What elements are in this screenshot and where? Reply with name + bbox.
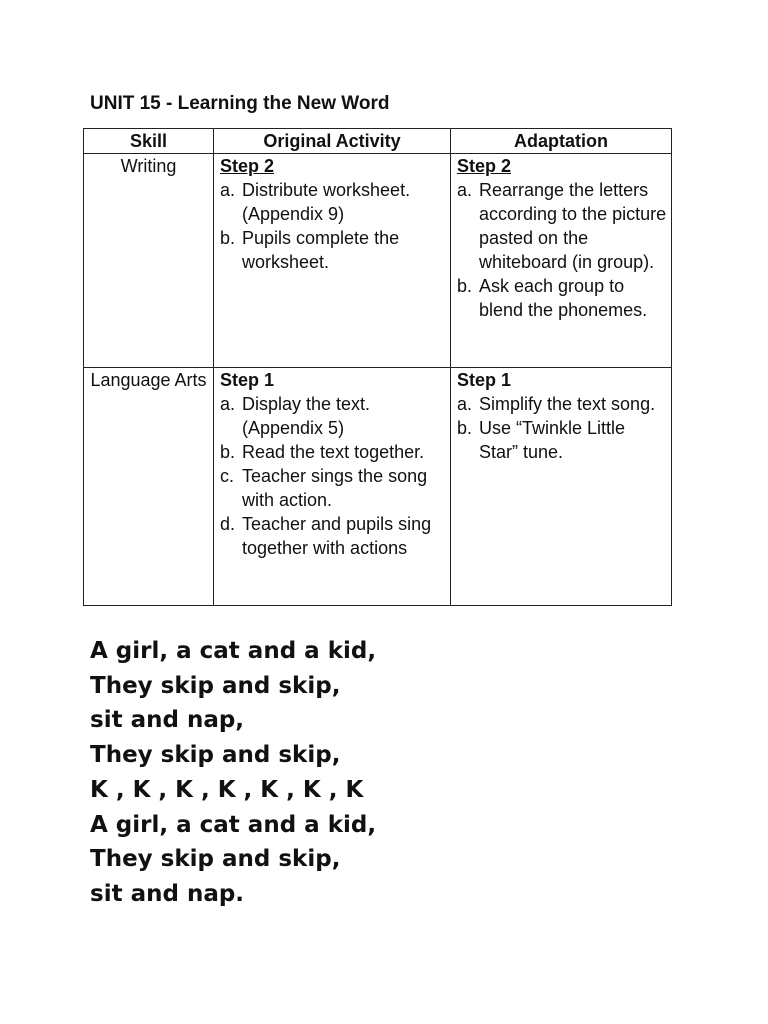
- song-line: A girl, a cat and a kid,: [90, 811, 377, 838]
- list-item-text: Teacher and pupils sing together with actions: [242, 514, 432, 558]
- list-item: [455, 178, 667, 274]
- original-activity-cell: [214, 368, 451, 606]
- step-list: [218, 392, 446, 560]
- list-marker: a.: [457, 394, 473, 414]
- step-list: [455, 178, 667, 322]
- page-title: UNIT 15 - Learning the New Word: [90, 93, 390, 114]
- song-line: sit and nap,: [90, 707, 245, 734]
- list-item: [218, 440, 446, 464]
- list-item-text: Use “Twinkle Little Star” tune.: [479, 418, 626, 462]
- list-item-text: Distribute worksheet. (Appendix 9): [242, 180, 411, 224]
- list-marker: c.: [220, 466, 235, 486]
- song-line: A girl, a cat and a kid,: [90, 638, 377, 664]
- step-label: Step 2: [457, 156, 512, 176]
- list-item: [218, 392, 446, 440]
- list-marker: a.: [220, 394, 236, 414]
- table-row-writing: [84, 154, 672, 368]
- skill-cell: Writing: [84, 154, 214, 368]
- list-item-text: Rearrange the letters according to the picture pasted on the whiteboard (in group).: [479, 180, 667, 272]
- list-item: [218, 464, 446, 512]
- skill-cell: Language Arts: [84, 368, 214, 606]
- song-line: K , K , K , K , K , K , K: [90, 776, 364, 803]
- list-marker: b.: [220, 228, 236, 248]
- table-header-row: [84, 129, 672, 154]
- step-list: [218, 178, 446, 274]
- original-activity-cell: [214, 154, 451, 368]
- adaptation-cell: [451, 154, 672, 368]
- header-original-activity: Original Activity: [214, 129, 451, 154]
- list-item-text: Read the text together.: [242, 442, 425, 462]
- list-marker: a.: [457, 180, 473, 200]
- list-marker: b.: [457, 418, 473, 438]
- list-item: [455, 416, 667, 464]
- song-line: sit and nap.: [90, 880, 245, 907]
- song-lyrics: [90, 634, 376, 912]
- list-item-text: Teacher sings the song with action.: [242, 466, 428, 510]
- list-item: [218, 512, 446, 560]
- step-label: Step 1: [220, 370, 275, 390]
- activity-table: [83, 128, 672, 606]
- song-line: They skip and skip,: [90, 672, 341, 699]
- list-item-text: Ask each group to blend the phonemes.: [479, 276, 648, 320]
- list-marker: d.: [220, 514, 236, 534]
- list-item: [455, 392, 667, 416]
- list-marker: b.: [457, 276, 473, 296]
- header-adaptation: Adaptation: [451, 129, 672, 154]
- adaptation-cell: [451, 368, 672, 606]
- song-line: They skip and skip,: [90, 742, 341, 769]
- step-label: Step 2: [220, 156, 275, 176]
- list-item: [218, 226, 446, 274]
- step-list: [455, 392, 667, 464]
- list-marker: a.: [220, 180, 236, 200]
- table-row-language-arts: [84, 368, 672, 606]
- list-item-text: Simplify the text song.: [479, 394, 656, 414]
- step-label: Step 1: [457, 370, 512, 390]
- song-line: They skip and skip,: [90, 846, 341, 873]
- list-item-text: Display the text. (Appendix 5): [242, 394, 371, 438]
- list-item: [218, 178, 446, 226]
- list-marker: b.: [220, 442, 236, 462]
- list-item: [455, 274, 667, 322]
- list-item-text: Pupils complete the worksheet.: [242, 228, 400, 272]
- header-skill: Skill: [84, 129, 214, 154]
